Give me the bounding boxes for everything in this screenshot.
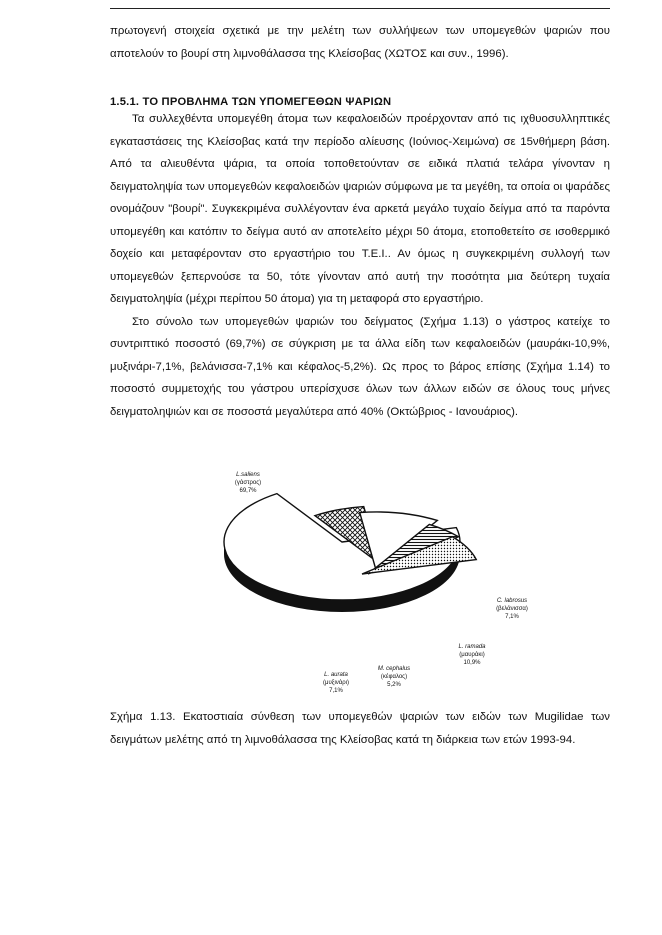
pie-slice-label: (βελάνισσα) bbox=[496, 606, 528, 612]
section-heading: 1.5.1. ΤΟ ΠΡΟΒΛΗΜΑ ΤΩΝ ΥΠΟΜΕΓΕΘΩΝ ΨΑΡΙΩΝ bbox=[110, 96, 392, 108]
pie-slice-label: M. cephalus bbox=[377, 666, 411, 672]
pie-slice-label: L.saliens bbox=[236, 472, 260, 478]
header-rule bbox=[110, 8, 610, 9]
pie-slice-label: (κέφαλος) bbox=[380, 674, 408, 680]
pie-slice-label: C. labrosus bbox=[496, 598, 528, 604]
pie-value-label: 7,1% bbox=[505, 614, 519, 620]
section-paragraph-1: Τα συλλεχθέντα υπομεγέθη άτομα των κεφαλοειδών προέρχονταν από τις ιχθυοσυλληπτικές εγκαταστάσεις της Κλείσοβας κατά την περίοδο αλίευσης (Ιούνιος-Χειμώνα) σε 15νθήμερη βάση. Από τα αλιευθέντα ψάρια, τα οποία τοποθετούνταν σε ειδικά πλατιά τελάρα γίνονταν η δειγματοληψία των υπομεγεθών κεφαλοειδών ψαριών σύμφωνα με τα μεγέθη, τα οποία οι ψαράδες ονομάζουν "βουρί". Συγκεκριμένα συλλέγονταν ένα αρκετά μεγάλο τυχαίο δείγμα από τα παρόντα υπομεγέθη και κατόπιν το δείγμα αυτό αν αποτελείτο μέχρι 50 άτομα, ετοποθετείτο σε ισοθερμικό δοχείο και μεταφέρονταν στο εργαστήριο του Τ.Ε.Ι.. Αν όμως η συγκεκριμένη συλλογή των υπομεγεθών ξεπερνούσε τα 50, τότε γίνονταν από αυτή την ποσότητα μια δεύτερη τυχαία δειγματοληψία (μέχρι περίπου 50 άτομα) για τη μεταφορά στο εργαστήριο. bbox=[110, 113, 610, 305]
section-body bbox=[110, 108, 610, 423]
pie-value-label: 69,7% bbox=[239, 488, 257, 494]
intro-paragraph: πρωτογενή στοιχεία σχετικά με την μελέτη των συλλήψεων των υπομεγεθών ψαριών που αποτελούν το βουρί στη λιμνοθάλασσα της Κλείσοβας (ΧΩΤΟΣ και συν., 1996). bbox=[110, 25, 610, 60]
pie-value-label: 7,1% bbox=[329, 688, 343, 694]
section-paragraph-2: Στο σύνολο των υπομεγεθών ψαριών του δείγματος (Σχήμα 1.13) ο γάστρος κατείχε το συντριπτικό ποσοστό (69,7%) σε σύγκριση με τα άλλα είδη των κεφαλοειδών (μαυράκι-10,9%, μυξινάρι-7,1%, βελάνισσα-7,1% και κέφαλος-5,2%). Ως προς το βάρος επίσης (Σχήμα 1.14) το ποσοστό συμμετοχής του γάστρου υπερίσχυσε όλων των άλλων ειδών σε όλους τους μήνες δειγματοληψιών και σε ποσοστά μεγαλύτερα από 40% (Οκτώβριος - Ιανουάριος). bbox=[110, 315, 610, 418]
pie-chart bbox=[200, 460, 540, 700]
pie-slice-label: L. ramada bbox=[458, 644, 486, 650]
pie-slice-label: (μυξινάρι) bbox=[323, 680, 349, 686]
pie-slice-label: (γάστρος) bbox=[234, 480, 262, 486]
pie-slice-label: L. aurata bbox=[324, 672, 348, 678]
pie-value-label: 5,2% bbox=[387, 682, 401, 688]
pie-value-label: 10,9% bbox=[463, 660, 481, 666]
pie-slice-label: (μαυράκι) bbox=[459, 652, 485, 658]
intro-text bbox=[110, 20, 610, 65]
figure-caption: Σχήμα 1.13. Εκατοστιαία σύνθεση των υπομεγεθών ψαριών των ειδών των Mugilidae των δειγμάτων μελέτης από τη λιμνοθάλασσα της Κλείσοβας κατά τη διάρκεια των ετών 1993-94. bbox=[110, 711, 610, 746]
